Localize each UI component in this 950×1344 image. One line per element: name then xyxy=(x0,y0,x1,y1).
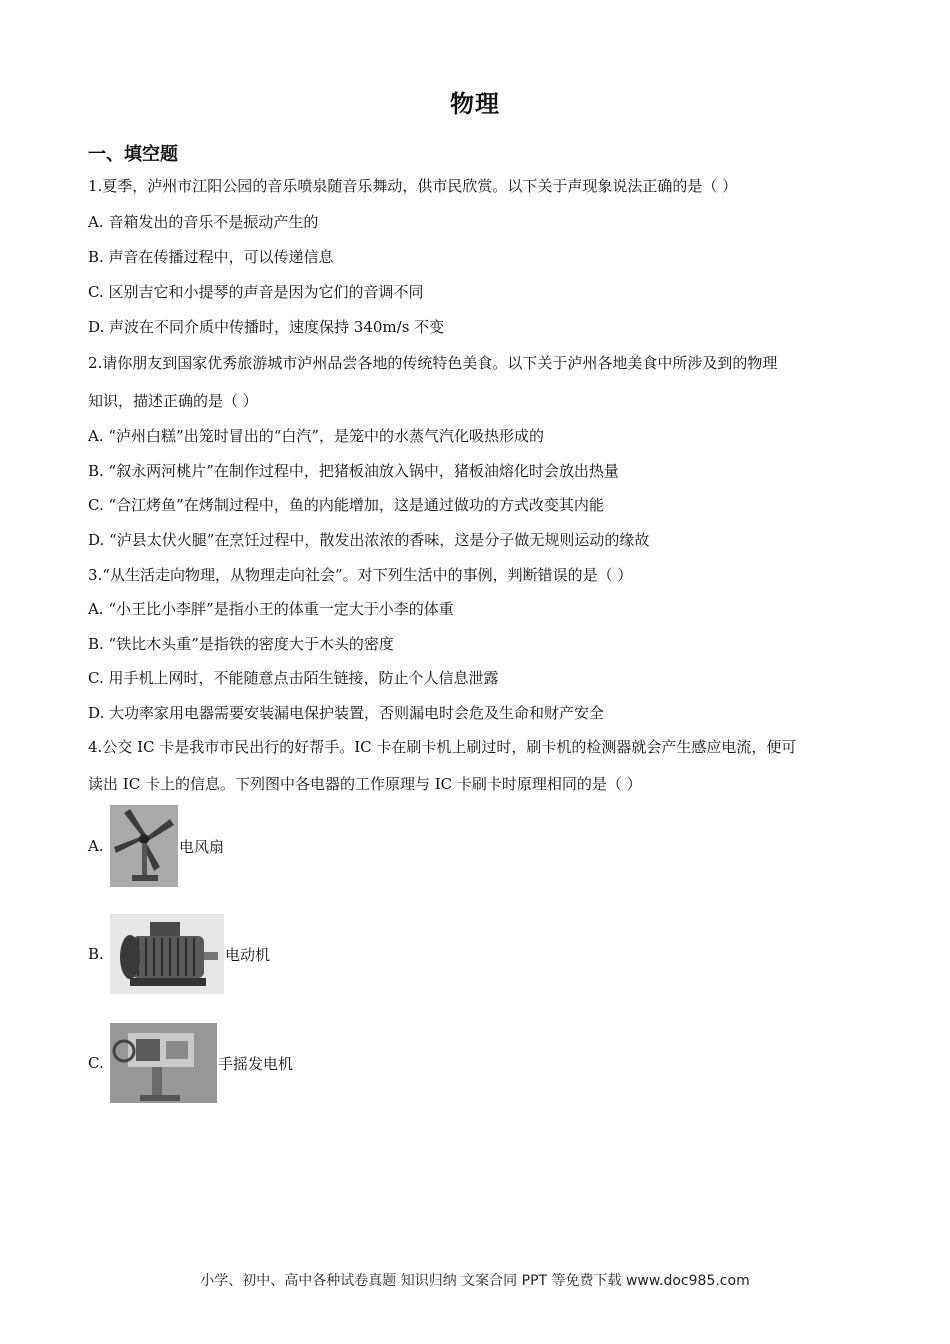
option-caption: 手摇发电机 xyxy=(218,1054,294,1073)
question-1-option-c: C. 区别吉它和小提琴的声音是因为它们的音调不同 xyxy=(88,283,424,301)
question-4-option-b xyxy=(88,914,270,994)
option-caption: 电风扇 xyxy=(179,837,225,856)
question-3-stem: 3.“从生活走向物理，从物理走向社会”。对下列生活中的事例，判断错误的是（ ） xyxy=(88,566,633,584)
electric-motor-icon xyxy=(110,914,224,994)
option-caption: 电动机 xyxy=(225,945,271,964)
question-1-option-d: D. 声波在不同介质中传播时，速度保持 340m/s 不变 xyxy=(88,318,445,336)
option-label: A. xyxy=(88,837,104,855)
question-2-option-a: A. “泸州白糕”出笼时冒出的“白汽”，是笼中的水蒸气汽化吸热形成的 xyxy=(88,427,545,445)
question-3-option-c: C. 用手机上网时，不能随意点击陌生链接，防止个人信息泄露 xyxy=(88,669,499,687)
option-label: B. xyxy=(88,945,104,963)
question-4-option-a xyxy=(88,805,224,887)
question-4-stem: 4.公交 IC 卡是我市市民出行的好帮手。IC 卡在刷卡机上刷过时，刷卡机的检测器就会产生感应电流，便可 xyxy=(88,738,797,756)
question-2-option-c: C. “合江烤鱼”在烤制过程中，鱼的内能增加，这是通过做功的方式改变其内能 xyxy=(88,496,604,514)
question-1-option-a: A. 音箱发出的音乐不是振动产生的 xyxy=(88,213,319,231)
question-3-option-d: D. 大功率家用电器需要安装漏电保护装置，否则漏电时会危及生命和财产安全 xyxy=(88,704,605,722)
question-2-stem-cont: 知识，描述正确的是（ ） xyxy=(88,392,258,410)
footer-text: 小学、初中、高中各种试卷真题 知识归纳 文案合同 PPT 等免费下载 www.doc985.com xyxy=(200,1273,750,1289)
question-4-option-c xyxy=(88,1023,293,1103)
question-2-option-b: B. “叙永两河桃片”在制作过程中，把猪板油放入锅中，猪板油熔化时会放出热量 xyxy=(88,462,619,480)
electric-fan-icon xyxy=(110,805,178,887)
question-2-stem: 2.请你朋友到国家优秀旅游城市泸州品尝各地的传统特色美食。以下关于泸州各地美食中所涉及到的物理 xyxy=(88,354,778,372)
question-4-stem-cont: 读出 IC 卡上的信息。下列图中各电器的工作原理与 IC 卡刷卡时原理相同的是（ ） xyxy=(88,775,642,793)
question-3-option-a: A. “小王比小李胖”是指小王的体重一定大于小李的体重 xyxy=(88,600,454,618)
question-1-option-b: B. 声音在传播过程中，可以传递信息 xyxy=(88,248,334,266)
section-heading: 一、填空题 xyxy=(88,144,178,165)
question-3-option-b: B. “铁比木头重”是指铁的密度大于木头的密度 xyxy=(88,635,394,653)
option-label: C. xyxy=(88,1054,104,1072)
page-title: 物理 xyxy=(450,89,500,118)
question-2-option-d: D. “泸县太伏火腿”在烹饪过程中，散发出浓浓的香味，这是分子做无规则运动的缘故 xyxy=(88,531,650,549)
question-1-stem: 1.夏季，泸州市江阳公园的音乐喷泉随音乐舞动，供市民欣赏。以下关于声现象说法正确的是（ ） xyxy=(88,177,738,195)
hand-crank-generator-icon xyxy=(110,1023,217,1103)
